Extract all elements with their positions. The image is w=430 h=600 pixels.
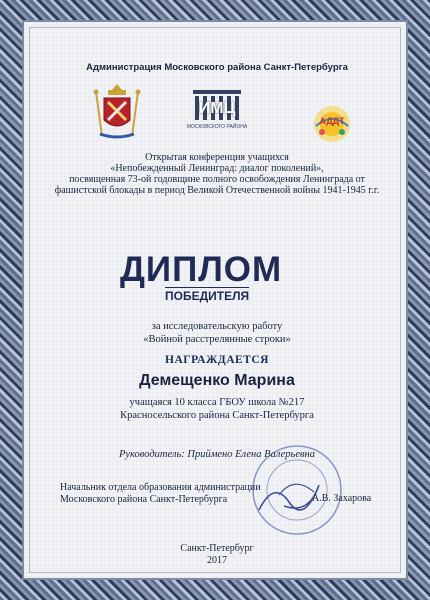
awarded-label: НАГРАЖДАЕТСЯ: [165, 354, 269, 366]
imc-logo-caption: МОСКОВСКОГО РАЙОНА: [186, 124, 248, 130]
supervisor-line: Руководитель: Приймено Елена Валерьевна: [118, 449, 316, 460]
diploma-subtitle: ПОБЕДИТЕЛЯ: [165, 289, 250, 303]
addt-logo: [308, 102, 356, 146]
conference-line-3: посвященная 73-ой годовщине полного освобождения Ленинграда от: [69, 174, 365, 185]
conference-description: [24, 152, 410, 196]
signatory-title-line-1: Начальник отдела образования администрации: [60, 482, 261, 493]
work-line-1: за исследовательскую работу: [151, 321, 283, 332]
conference-line-1: Открытая конференция учащихся: [145, 152, 289, 163]
signatory-title-line-2: Московского района Санкт-Петербурга: [60, 494, 228, 505]
conference-line-2: «Непобежденный Ленинград: диалог поколений»,: [110, 163, 324, 174]
recipient-details: [24, 396, 410, 422]
footer-city: Санкт-Петербург: [180, 543, 254, 554]
imc-logo-letters: ИМЦ: [198, 100, 236, 117]
footer-place-date: [24, 543, 410, 567]
work-title: «Войной расстрелянные строки»: [143, 334, 291, 345]
diploma-title: ДИПЛОМ: [120, 250, 283, 289]
addt-logo-letters: АДДТ: [319, 116, 345, 126]
spb-coat-of-arms-icon: [90, 82, 144, 142]
conference-line-4: фашистской блокады в период Великой Отечественной войны 1941-1945 г.г.: [54, 185, 380, 196]
recipient-name: Демещенко Марина: [139, 372, 295, 389]
organization-title: Администрация Московского района Санкт-Петербурга: [86, 62, 348, 73]
diploma-heading: [120, 250, 330, 310]
recipient-line-2: Красносельского района Санкт-Петербурга: [120, 410, 314, 421]
signatory-name: А.В. Захарова: [312, 493, 372, 504]
imc-logo: [186, 88, 248, 136]
signatory-title: [60, 482, 261, 506]
recipient-line-1: учащаяся 10 класса ГБОУ школа №217: [129, 397, 305, 408]
diploma-sheet: [22, 20, 408, 580]
work-description: [24, 320, 410, 346]
footer-year: 2017: [207, 555, 227, 566]
